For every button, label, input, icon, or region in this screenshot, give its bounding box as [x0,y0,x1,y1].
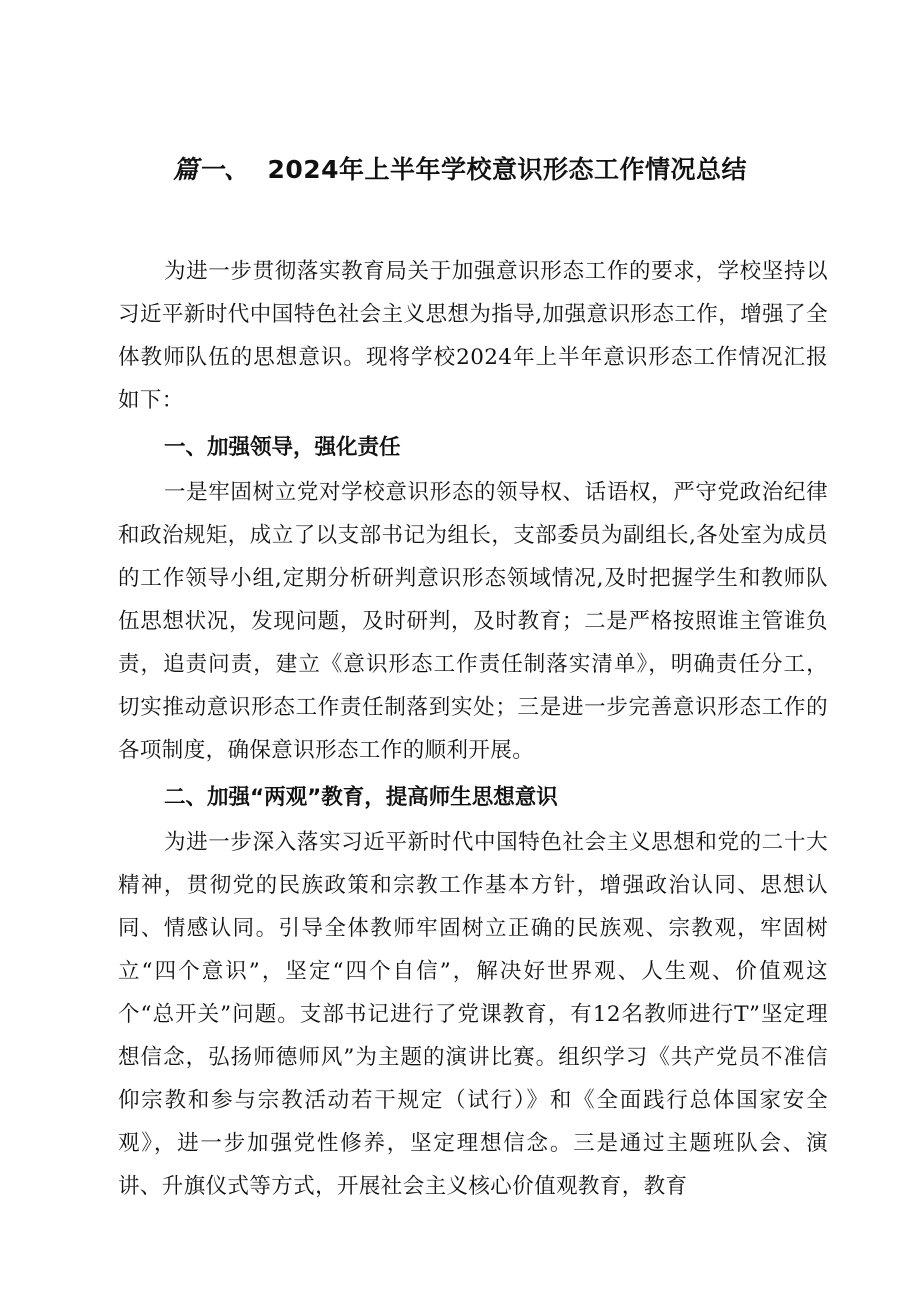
intro-paragraph: 为进一步贯彻落实教育局关于加强意识形态工作的要求，学校坚持以习近平新时代中国特色社会主义思想为指导,加强意识形态工作，增强了全体教师队伍的思想意识。现将学校2024年上半年意识形态工作情况汇报如下： [118,259,828,413]
document-body [118,250,828,1208]
section-2-paragraph: 为进一步深入落实习近平新时代中国特色社会主义思想和党的二十大精神，贯彻党的民族政策和宗教工作基本方针，增强政治认同、思想认同、情感认同。引导全体教师牢固树立正确的民族观、宗教观，牢固树立“四个意识”，坚定“四个自信”，解决好世界观、人生观、价值观这个“总开关”问题。支部书记进行了党课教育，有12名教师进行T”坚定理想信念，弘扬师德师风”为主题的演讲比赛。组织学习《共产党员不准信仰宗教和参与宗教活动若干规定（试行）》和《全面践行总体国家安全观》，进一步加强党性修养，坚定理想信念。三是通过主题班队会、演讲、升旗仪式等方式，开展社会主义核心价值观教育，教育 [118,830,828,1199]
title-text: 2024年上半年学校意识形态工作情况总结 [267,155,748,184]
section-1-heading: 一、加强领导，强化责任 [164,435,401,460]
section-1-paragraph: 一是牢固树立党对学校意识形态的领导权、话语权，严守党政治纪律和政治规矩，成立了以支部书记为组长，支部委员为副组长,各处室为成员的工作领导小组,定期分析研判意识形态领域情况,及时把握学生和教师队伍思想状况，发现问题，及时研判，及时教育；二是严格按照谁主管谁负责，追责问责，建立《意识形态工作责任制落实清单》，明确责任分工，切实推动意识形态工作责任制落到实处；三是进一步完善意识形态工作的各项制度，确保意识形态工作的顺利开展。 [118,480,828,763]
section-2-heading: 二、加强“两观”教育，提高师生思想意识 [164,785,558,810]
document-title [0,150,920,186]
title-prefix: 篇一、 [172,155,250,184]
